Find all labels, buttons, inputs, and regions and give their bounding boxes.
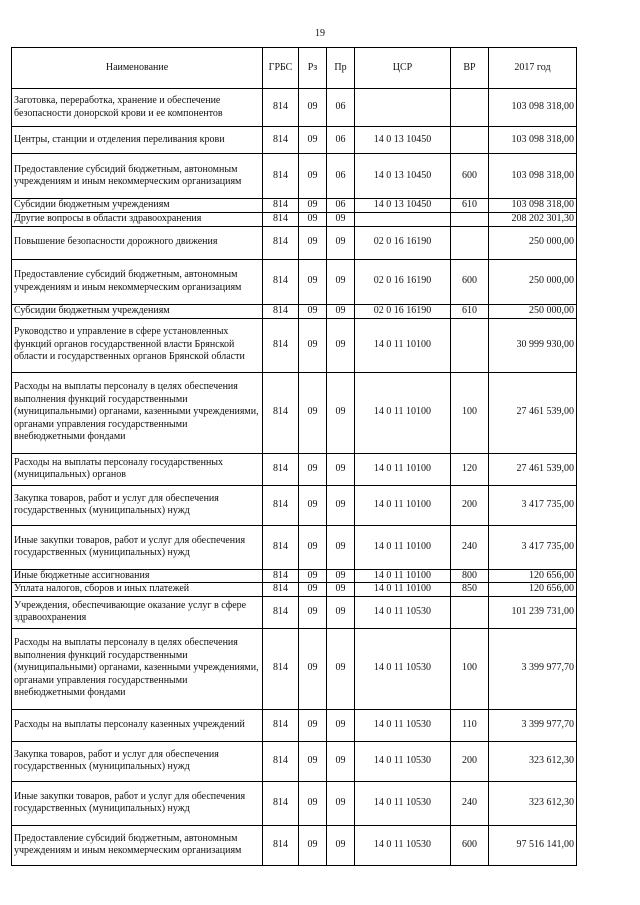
header-pr: Пр [327,48,355,89]
cell-pr: 09 [327,741,355,781]
cell-name: Центры, станции и отделения переливания крови [12,127,263,154]
cell-csr: 02 0 16 16190 [355,259,451,304]
cell-name: Субсидии бюджетным учреждениям [12,199,263,213]
cell-name: Расходы на выплаты персоналу в целях обеспечения выполнения функций государственными (муниципальными) органами, казенными учреждениями, органами управления государственными внебюджетными фондами [12,372,263,453]
cell-grbs: 814 [263,596,299,628]
cell-csr: 14 0 11 10530 [355,709,451,741]
cell-rz: 09 [299,259,327,304]
cell-amount: 208 202 301,30 [489,213,577,227]
cell-rz: 09 [299,318,327,372]
cell-vr: 610 [451,199,489,213]
cell-rz: 09 [299,628,327,709]
cell-name: Закупка товаров, работ и услуг для обеспечения государственных (муниципальных) нужд [12,485,263,525]
cell-amount: 27 461 539,00 [489,453,577,485]
cell-amount: 323 612,30 [489,741,577,781]
cell-rz: 09 [299,226,327,259]
cell-csr: 14 0 11 10100 [355,525,451,569]
cell-grbs: 814 [263,569,299,583]
cell-amount: 103 098 318,00 [489,199,577,213]
table-row [12,485,577,525]
cell-grbs: 814 [263,154,299,199]
cell-vr: 850 [451,583,489,597]
cell-grbs: 814 [263,226,299,259]
cell-grbs: 814 [263,741,299,781]
cell-csr: 14 0 13 10450 [355,127,451,154]
cell-csr: 14 0 11 10100 [355,453,451,485]
cell-csr: 14 0 11 10530 [355,741,451,781]
cell-grbs: 814 [263,213,299,227]
cell-name: Закупка товаров, работ и услуг для обеспечения государственных (муниципальных) нужд [12,741,263,781]
table-row [12,628,577,709]
cell-pr: 09 [327,453,355,485]
table-header-row [12,48,577,89]
cell-rz: 09 [299,709,327,741]
cell-pr: 06 [327,89,355,127]
cell-vr: 200 [451,485,489,525]
cell-amount: 3 399 977,70 [489,709,577,741]
table-row [12,569,577,583]
cell-grbs: 814 [263,318,299,372]
cell-name: Уплата налогов, сборов и иных платежей [12,583,263,597]
cell-vr: 120 [451,453,489,485]
cell-amount: 3 417 735,00 [489,525,577,569]
cell-name: Предоставление субсидий бюджетным, автономным учреждениям и иным некоммерческим организациям [12,154,263,199]
cell-rz: 09 [299,154,327,199]
cell-grbs: 814 [263,304,299,318]
cell-csr: 02 0 16 16190 [355,304,451,318]
cell-name: Расходы на выплаты персоналу в целях обеспечения выполнения функций государственными (муниципальными) органами, казенными учреждениями, органами управления государственными внебюджетными фондами [12,628,263,709]
cell-pr: 09 [327,259,355,304]
table-row [12,199,577,213]
cell-amount: 250 000,00 [489,304,577,318]
cell-grbs: 814 [263,628,299,709]
cell-name: Другие вопросы в области здравоохранения [12,213,263,227]
page-number: 19 [315,28,325,39]
cell-csr: 14 0 11 10100 [355,372,451,453]
cell-grbs: 814 [263,127,299,154]
cell-pr: 09 [327,485,355,525]
cell-csr: 14 0 11 10530 [355,596,451,628]
cell-name: Иные бюджетные ассигнования [12,569,263,583]
cell-pr: 06 [327,154,355,199]
cell-amount: 30 999 930,00 [489,318,577,372]
header-name: Наименование [12,48,263,89]
cell-pr: 06 [327,199,355,213]
table-row [12,304,577,318]
cell-amount: 250 000,00 [489,259,577,304]
cell-name: Заготовка, переработка, хранение и обеспечение безопасности донорской крови и ее компонентов [12,89,263,127]
cell-grbs: 814 [263,453,299,485]
cell-pr: 09 [327,583,355,597]
cell-name: Иные закупки товаров, работ и услуг для обеспечения государственных (муниципальных) нужд [12,781,263,825]
cell-grbs: 814 [263,709,299,741]
cell-grbs: 814 [263,825,299,865]
cell-csr: 14 0 11 10100 [355,485,451,525]
cell-name: Повышение безопасности дорожного движения [12,226,263,259]
cell-rz: 09 [299,127,327,154]
cell-grbs: 814 [263,259,299,304]
cell-vr [451,596,489,628]
cell-amount: 120 656,00 [489,569,577,583]
cell-grbs: 814 [263,525,299,569]
cell-csr: 14 0 11 10100 [355,569,451,583]
table-row [12,372,577,453]
table-row [12,781,577,825]
cell-vr: 240 [451,781,489,825]
table-row [12,89,577,127]
cell-name: Руководство и управление в сфере установленных функций органов государственной власти Брянской области и государственных органов Брянской области [12,318,263,372]
cell-pr: 09 [327,628,355,709]
cell-pr: 09 [327,372,355,453]
cell-pr: 09 [327,525,355,569]
cell-pr: 06 [327,127,355,154]
cell-amount: 3 399 977,70 [489,628,577,709]
header-year: 2017 год [489,48,577,89]
cell-name: Расходы на выплаты персоналу государственных (муниципальных) органов [12,453,263,485]
table-row [12,318,577,372]
cell-name: Предоставление субсидий бюджетным, автономным учреждениям и иным некоммерческим организациям [12,259,263,304]
cell-pr: 09 [327,825,355,865]
cell-pr: 09 [327,213,355,227]
cell-pr: 09 [327,569,355,583]
cell-csr [355,89,451,127]
table-row [12,213,577,227]
cell-csr: 14 0 11 10100 [355,583,451,597]
cell-pr: 09 [327,318,355,372]
cell-rz: 09 [299,372,327,453]
cell-name: Учреждения, обеспечивающие оказание услуг в сфере здравоохранения [12,596,263,628]
cell-grbs: 814 [263,89,299,127]
header-csr: ЦСР [355,48,451,89]
cell-rz: 09 [299,304,327,318]
cell-amount: 103 098 318,00 [489,89,577,127]
cell-rz: 09 [299,453,327,485]
cell-vr: 100 [451,628,489,709]
cell-vr: 600 [451,825,489,865]
table-row [12,596,577,628]
cell-grbs: 814 [263,199,299,213]
cell-vr: 110 [451,709,489,741]
cell-csr: 14 0 11 10100 [355,318,451,372]
cell-vr: 600 [451,154,489,199]
cell-grbs: 814 [263,485,299,525]
cell-name: Субсидии бюджетным учреждениям [12,304,263,318]
cell-csr: 14 0 13 10450 [355,154,451,199]
cell-rz: 09 [299,89,327,127]
cell-vr [451,127,489,154]
cell-csr: 14 0 13 10450 [355,199,451,213]
cell-amount: 120 656,00 [489,583,577,597]
cell-amount: 3 417 735,00 [489,485,577,525]
header-grbs: ГРБС [263,48,299,89]
cell-vr [451,226,489,259]
cell-vr: 100 [451,372,489,453]
table-row [12,154,577,199]
table-row [12,525,577,569]
header-rz: Рз [299,48,327,89]
cell-pr: 09 [327,596,355,628]
cell-csr: 14 0 11 10530 [355,628,451,709]
cell-grbs: 814 [263,372,299,453]
cell-pr: 09 [327,226,355,259]
cell-amount: 250 000,00 [489,226,577,259]
cell-csr: 14 0 11 10530 [355,825,451,865]
cell-vr [451,89,489,127]
table-row [12,259,577,304]
cell-grbs: 814 [263,583,299,597]
cell-rz: 09 [299,213,327,227]
cell-amount: 103 098 318,00 [489,127,577,154]
cell-vr: 610 [451,304,489,318]
table-row [12,127,577,154]
cell-pr: 09 [327,781,355,825]
table-row [12,741,577,781]
cell-name: Иные закупки товаров, работ и услуг для обеспечения государственных (муниципальных) нужд [12,525,263,569]
cell-rz: 09 [299,781,327,825]
cell-amount: 323 612,30 [489,781,577,825]
cell-csr [355,213,451,227]
cell-name: Расходы на выплаты персоналу казенных учреждений [12,709,263,741]
cell-rz: 09 [299,741,327,781]
cell-csr: 14 0 11 10530 [355,781,451,825]
cell-csr: 02 0 16 16190 [355,226,451,259]
cell-vr [451,213,489,227]
cell-rz: 09 [299,583,327,597]
cell-rz: 09 [299,199,327,213]
cell-amount: 103 098 318,00 [489,154,577,199]
cell-vr [451,318,489,372]
cell-vr: 600 [451,259,489,304]
table-row [12,226,577,259]
table-row [12,453,577,485]
budget-table [11,47,577,866]
cell-vr: 800 [451,569,489,583]
table-row [12,583,577,597]
header-vr: ВР [451,48,489,89]
cell-pr: 09 [327,709,355,741]
cell-rz: 09 [299,825,327,865]
cell-grbs: 814 [263,781,299,825]
cell-vr: 200 [451,741,489,781]
cell-amount: 27 461 539,00 [489,372,577,453]
cell-rz: 09 [299,596,327,628]
cell-name: Предоставление субсидий бюджетным, автономным учреждениям и иным некоммерческим организациям [12,825,263,865]
cell-vr: 240 [451,525,489,569]
table-row [12,709,577,741]
cell-amount: 97 516 141,00 [489,825,577,865]
cell-rz: 09 [299,485,327,525]
table-row [12,825,577,865]
cell-pr: 09 [327,304,355,318]
cell-rz: 09 [299,525,327,569]
cell-rz: 09 [299,569,327,583]
cell-amount: 101 239 731,00 [489,596,577,628]
